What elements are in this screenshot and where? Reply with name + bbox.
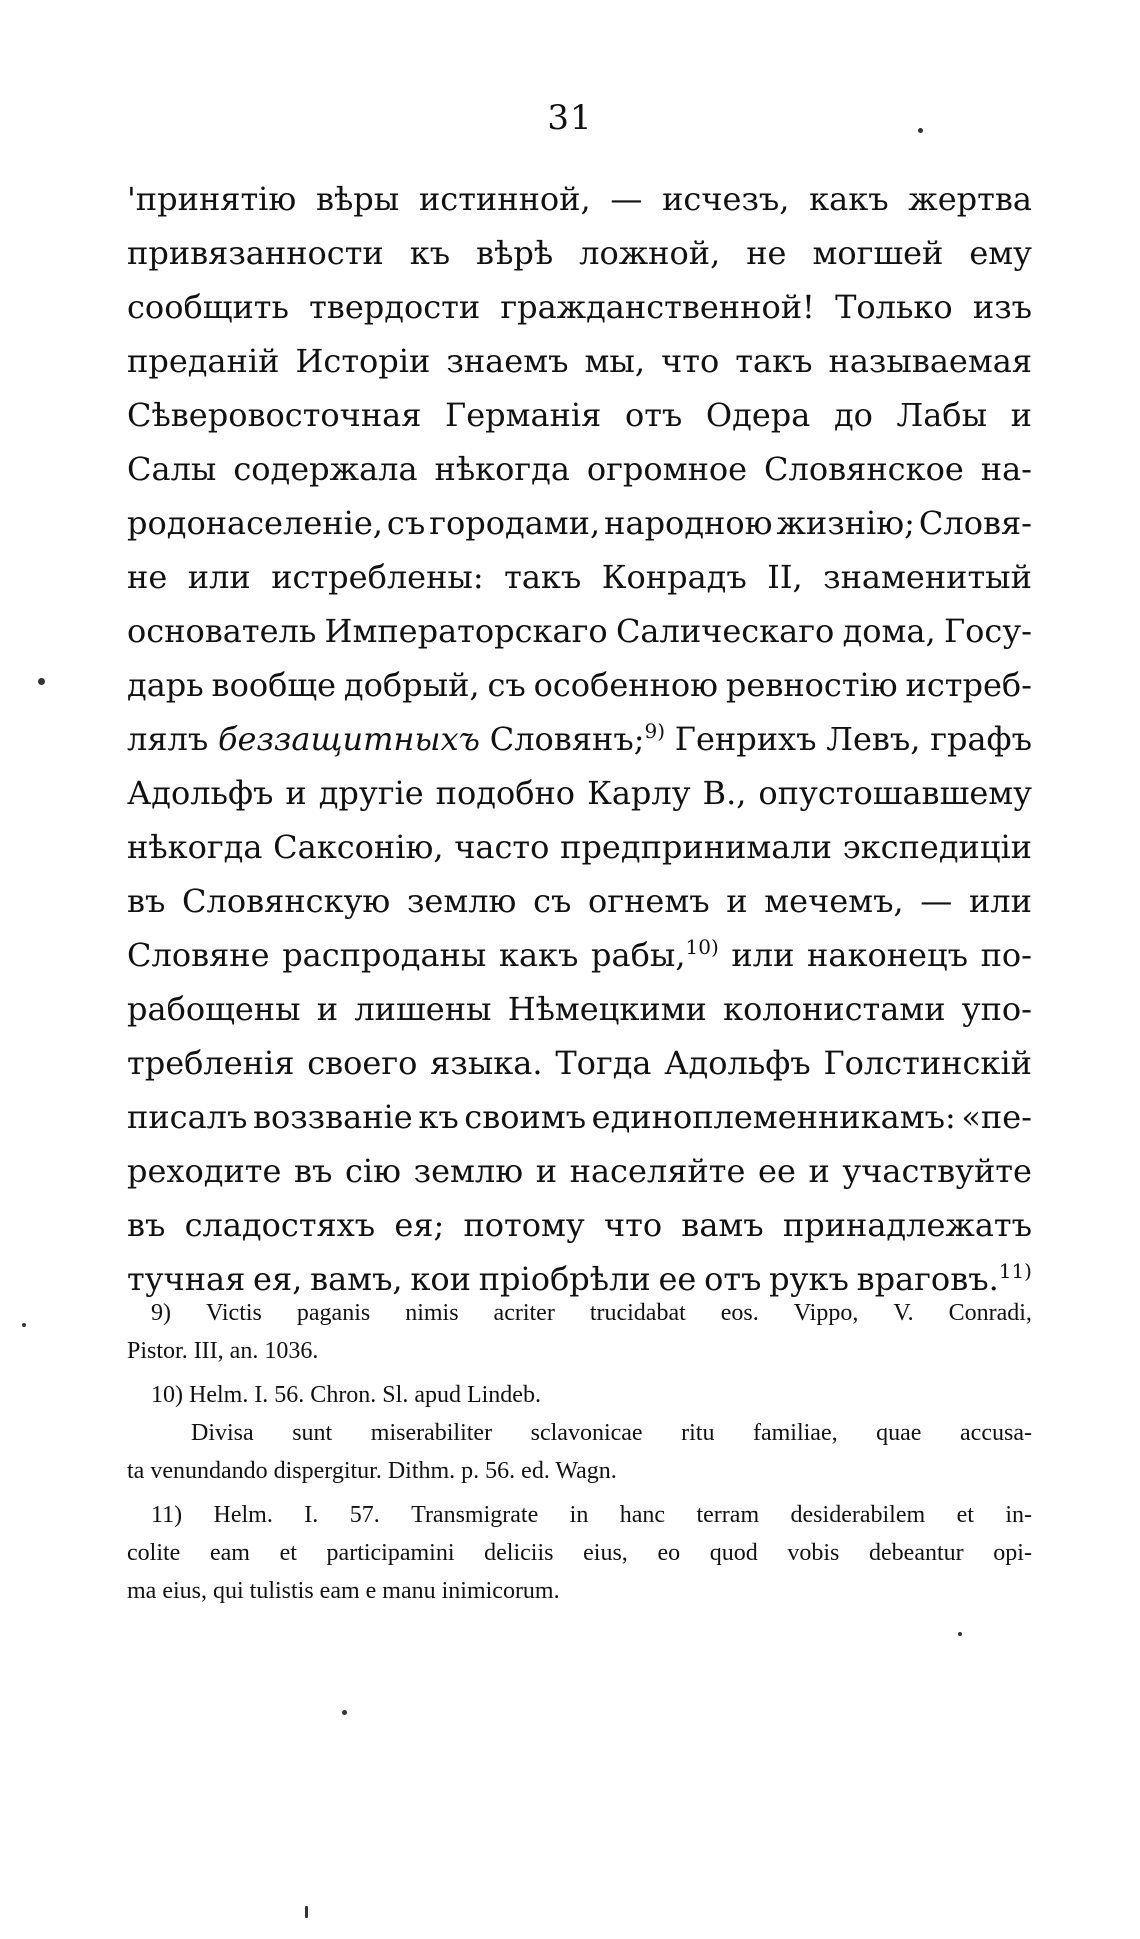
- word-with-footnote-ref: враговъ.11): [856, 1259, 1032, 1298]
- word: и: [808, 1152, 830, 1190]
- word: рабы,: [591, 936, 686, 974]
- word: eo: [657, 1540, 681, 1566]
- word: ея;: [394, 1206, 445, 1244]
- word: и: [535, 1152, 558, 1190]
- word: въ: [127, 1206, 166, 1244]
- word: сію: [345, 1152, 402, 1190]
- word: истреб-: [905, 666, 1032, 704]
- word: городами,: [429, 504, 601, 542]
- footnote-11-line-1: [127, 1502, 1032, 1540]
- word: лялъ: [127, 720, 209, 758]
- word: вѣрѣ: [476, 234, 554, 272]
- scan-speck: [958, 1632, 962, 1636]
- footnote-text: Pistor. III, an. 1036.: [127, 1338, 319, 1364]
- word: eos.: [720, 1300, 759, 1326]
- text-line: [127, 720, 1032, 774]
- word: преданій: [127, 342, 280, 380]
- text-line: [127, 882, 1032, 936]
- word: что: [661, 342, 720, 380]
- word: quae: [876, 1420, 922, 1446]
- footnotes: [127, 1300, 1032, 1616]
- word: изъ: [972, 288, 1032, 326]
- text-line: [127, 450, 1032, 504]
- footnote-10-quote-line-1: [127, 1420, 1032, 1458]
- word: единоплеменникамъ:: [591, 1098, 956, 1136]
- word: мечемъ,: [764, 882, 904, 920]
- word: дарь: [127, 666, 204, 704]
- word: ревностію: [725, 666, 898, 704]
- word: лишены: [354, 990, 492, 1028]
- text-line: [127, 288, 1032, 342]
- word: quod: [709, 1540, 758, 1566]
- word: не: [127, 558, 168, 596]
- word: deliciis: [484, 1540, 554, 1566]
- word: Салы: [127, 450, 217, 488]
- word: Исторіи: [295, 342, 431, 380]
- word: Одера: [705, 396, 811, 434]
- word: съ: [386, 504, 426, 542]
- word: гражданственной!: [500, 288, 815, 326]
- word: ложной,: [579, 234, 721, 272]
- text-line: [127, 774, 1032, 828]
- word: участвуйте: [842, 1152, 1032, 1190]
- word: распроданы: [282, 936, 487, 974]
- word: hanc: [619, 1502, 666, 1528]
- word: рукъ: [769, 1260, 849, 1298]
- word: дома,: [842, 612, 936, 650]
- word: отъ: [624, 396, 683, 434]
- word: et: [956, 1502, 974, 1528]
- word: colite: [127, 1540, 181, 1566]
- scan-speck: [22, 1323, 26, 1327]
- word: или: [731, 936, 795, 974]
- word: Левъ,: [826, 720, 921, 758]
- word: населяйте: [569, 1152, 746, 1190]
- word: Генрихъ: [674, 720, 817, 758]
- word: въ: [294, 1152, 333, 1190]
- word: eius,: [583, 1540, 628, 1566]
- word: какъ: [498, 936, 579, 974]
- footnote-text: 10) Helm. I. 56. Chron. Sl. apud Lindeb.: [151, 1382, 541, 1408]
- word: въ: [127, 882, 166, 920]
- word: землю: [413, 1152, 524, 1190]
- word: eam: [209, 1540, 250, 1566]
- word: acriter: [493, 1300, 555, 1326]
- word: другіе: [318, 774, 424, 812]
- word: Словяне: [127, 936, 270, 974]
- word: содержала: [233, 450, 418, 488]
- word: ея,: [253, 1260, 303, 1298]
- word: 9): [151, 1300, 171, 1326]
- word: paganis: [296, 1300, 371, 1326]
- word: Конрадъ: [601, 558, 747, 596]
- footnote-11-line-2: [127, 1540, 1032, 1578]
- word: сладостяхъ: [184, 1206, 376, 1244]
- word: пріобрѣли: [478, 1260, 651, 1298]
- footnote-text: ta venundando dispergitur. Dithm. p. 56. ed. Wagn.: [127, 1458, 617, 1484]
- word: Словя-: [918, 504, 1032, 542]
- word: нѣкогда: [127, 828, 263, 866]
- word: знаменитый: [823, 558, 1032, 596]
- word: принадлежатъ: [782, 1206, 1032, 1244]
- word: исчезъ,: [662, 180, 790, 218]
- word: Адольфъ: [127, 774, 274, 812]
- word: колонистами: [723, 990, 946, 1028]
- text-line: [127, 1152, 1032, 1206]
- word: 57.: [349, 1502, 380, 1528]
- word: своимъ: [464, 1098, 587, 1136]
- word: Словянское: [764, 450, 964, 488]
- word: съ: [533, 882, 572, 920]
- word: Helm.: [213, 1502, 273, 1528]
- word: «пе-: [961, 1098, 1032, 1136]
- word: часто: [454, 828, 550, 866]
- word: огромное: [586, 450, 748, 488]
- word: Императорскаго: [324, 612, 608, 650]
- word: воззваніе: [252, 1098, 413, 1136]
- text-line: [127, 1098, 1032, 1152]
- text-line: [127, 1044, 1032, 1098]
- word: Германія: [445, 396, 602, 434]
- footnote-text: ma eius, qui tulistis eam e manu inimicorum.: [127, 1578, 560, 1604]
- word: какъ: [809, 180, 889, 218]
- scan-speck: [305, 1906, 308, 1918]
- word: вѣры: [315, 180, 400, 218]
- word: вамъ: [681, 1206, 764, 1244]
- word: нѣкогда: [434, 450, 570, 488]
- word: V.: [893, 1300, 914, 1326]
- word: землю: [406, 882, 517, 920]
- word: реходите: [127, 1152, 282, 1190]
- word: твердости: [309, 288, 481, 326]
- word: debeantur: [869, 1540, 964, 1566]
- word: Салическаго: [615, 612, 835, 650]
- word: Госу-: [943, 612, 1032, 650]
- word: Словянскую: [182, 882, 391, 920]
- text-line: [127, 396, 1032, 450]
- footnote-11-line-3: [127, 1578, 1032, 1616]
- word: и: [726, 882, 748, 920]
- word: подобно: [435, 774, 576, 812]
- word: desiderabilem: [790, 1502, 926, 1528]
- word: или: [968, 882, 1032, 920]
- word: предпринимали: [560, 828, 832, 866]
- word: ее: [758, 1152, 796, 1190]
- word: terram: [696, 1502, 760, 1528]
- word: trucidabat: [589, 1300, 686, 1326]
- word: вамъ,: [310, 1260, 403, 1298]
- word: Conradi,: [948, 1300, 1032, 1326]
- word: особенною: [533, 666, 719, 704]
- word: Саксонію,: [273, 828, 444, 866]
- word: вообще: [211, 666, 337, 704]
- word: народною: [604, 504, 773, 542]
- text-line: [127, 558, 1032, 612]
- word: Нѣмецкими: [507, 990, 707, 1028]
- text-line: [127, 1206, 1032, 1260]
- word: языка.: [430, 1044, 543, 1082]
- word: добрый,: [343, 666, 480, 704]
- word: ему: [969, 234, 1032, 272]
- word: 'принятію: [127, 180, 297, 218]
- word: опустошавшему: [758, 774, 1032, 812]
- word: miserabiliter: [370, 1420, 493, 1446]
- word: Victis: [206, 1300, 262, 1326]
- word: —: [610, 180, 643, 218]
- word: sclavonicae: [530, 1420, 643, 1446]
- word: наконецъ: [807, 936, 968, 974]
- text-line: [127, 666, 1032, 720]
- word: огнемъ: [588, 882, 710, 920]
- word: основатель: [127, 612, 317, 650]
- word: отъ: [704, 1260, 762, 1298]
- word: В.,: [702, 774, 747, 812]
- word-with-footnote-ref: Словянъ;9): [489, 719, 665, 758]
- word: Сѣверовосточная: [127, 396, 422, 434]
- word: экспедиціи: [842, 828, 1032, 866]
- word: жертва: [908, 180, 1032, 218]
- scan-speck: [342, 1710, 347, 1715]
- text-line: [127, 180, 1032, 234]
- word: такъ: [735, 342, 813, 380]
- footnote-10-ref: [127, 1382, 1032, 1420]
- word: къ: [418, 1098, 459, 1136]
- word: in: [569, 1502, 589, 1528]
- word: и: [316, 990, 339, 1028]
- word: на-: [980, 450, 1032, 488]
- word: Тогда: [555, 1044, 652, 1082]
- word: Divisa: [191, 1420, 254, 1446]
- word: по-: [980, 936, 1032, 974]
- word: accusa-: [960, 1420, 1032, 1446]
- word: называемая: [828, 342, 1032, 380]
- word: своего: [307, 1044, 418, 1082]
- footnote-10-quote-line-2: [127, 1458, 1032, 1496]
- word: nimis: [405, 1300, 459, 1326]
- word-with-footnote-ref: рабы,10): [591, 935, 719, 974]
- word: сообщить: [127, 288, 289, 326]
- italic-word: беззащитныхъ: [217, 720, 480, 758]
- word: враговъ.: [856, 1260, 999, 1298]
- word: что: [603, 1206, 663, 1244]
- word: Адольфъ: [664, 1044, 811, 1082]
- word: 11): [151, 1502, 183, 1528]
- word: и: [285, 774, 307, 812]
- word: съ: [487, 666, 526, 704]
- word: графъ: [930, 720, 1032, 758]
- word: Только: [835, 288, 953, 326]
- word: familiae,: [752, 1420, 838, 1446]
- word: къ: [409, 234, 451, 272]
- word: до: [833, 396, 873, 434]
- word: не: [746, 234, 787, 272]
- text-line: [127, 612, 1032, 666]
- word: Transmigrate: [411, 1502, 539, 1528]
- word: знаемъ: [446, 342, 569, 380]
- word: тучная: [127, 1260, 246, 1298]
- word: sunt: [292, 1420, 333, 1446]
- body-text: [127, 180, 1032, 1314]
- text-line: [127, 504, 1032, 558]
- word: такъ: [504, 558, 582, 596]
- word: упо-: [961, 990, 1032, 1028]
- word: или: [187, 558, 251, 596]
- word: потому: [463, 1206, 585, 1244]
- word: in-: [1005, 1502, 1032, 1528]
- page-number: 31: [547, 98, 593, 138]
- word: Vippo,: [793, 1300, 859, 1326]
- word: истинной,: [418, 180, 591, 218]
- word: истреблены:: [271, 558, 484, 596]
- word: родонаселеніе,: [127, 504, 383, 542]
- word: et: [279, 1540, 297, 1566]
- scan-speck: [38, 678, 45, 685]
- word: рабощены: [127, 990, 301, 1028]
- text-line: [127, 936, 1032, 990]
- word: I.: [304, 1502, 319, 1528]
- word: мы,: [584, 342, 646, 380]
- word: Карлу: [587, 774, 691, 812]
- word: —: [920, 882, 953, 920]
- word: требленія: [127, 1044, 295, 1082]
- word: participamini: [326, 1540, 455, 1566]
- word: Словянъ;: [489, 720, 645, 758]
- word: opi-: [993, 1540, 1032, 1566]
- word: II,: [767, 558, 803, 596]
- word: и: [1010, 396, 1032, 434]
- word: могшей: [812, 234, 944, 272]
- word: привязанности: [127, 234, 384, 272]
- word: кои: [410, 1260, 471, 1298]
- text-line: [127, 234, 1032, 288]
- word: Лабы: [896, 396, 988, 434]
- text-line: [127, 342, 1032, 396]
- footnote-9-line-2: [127, 1338, 1032, 1376]
- word: Голстинскій: [823, 1044, 1032, 1082]
- footnote-9-line-1: [127, 1300, 1032, 1338]
- word: ritu: [681, 1420, 715, 1446]
- text-line: [127, 828, 1032, 882]
- text-line: [127, 990, 1032, 1044]
- word: писалъ: [127, 1098, 248, 1136]
- word: vobis: [787, 1540, 840, 1566]
- word: ее: [658, 1260, 697, 1298]
- word: жизнію;: [776, 504, 915, 542]
- scan-speck: [918, 128, 923, 133]
